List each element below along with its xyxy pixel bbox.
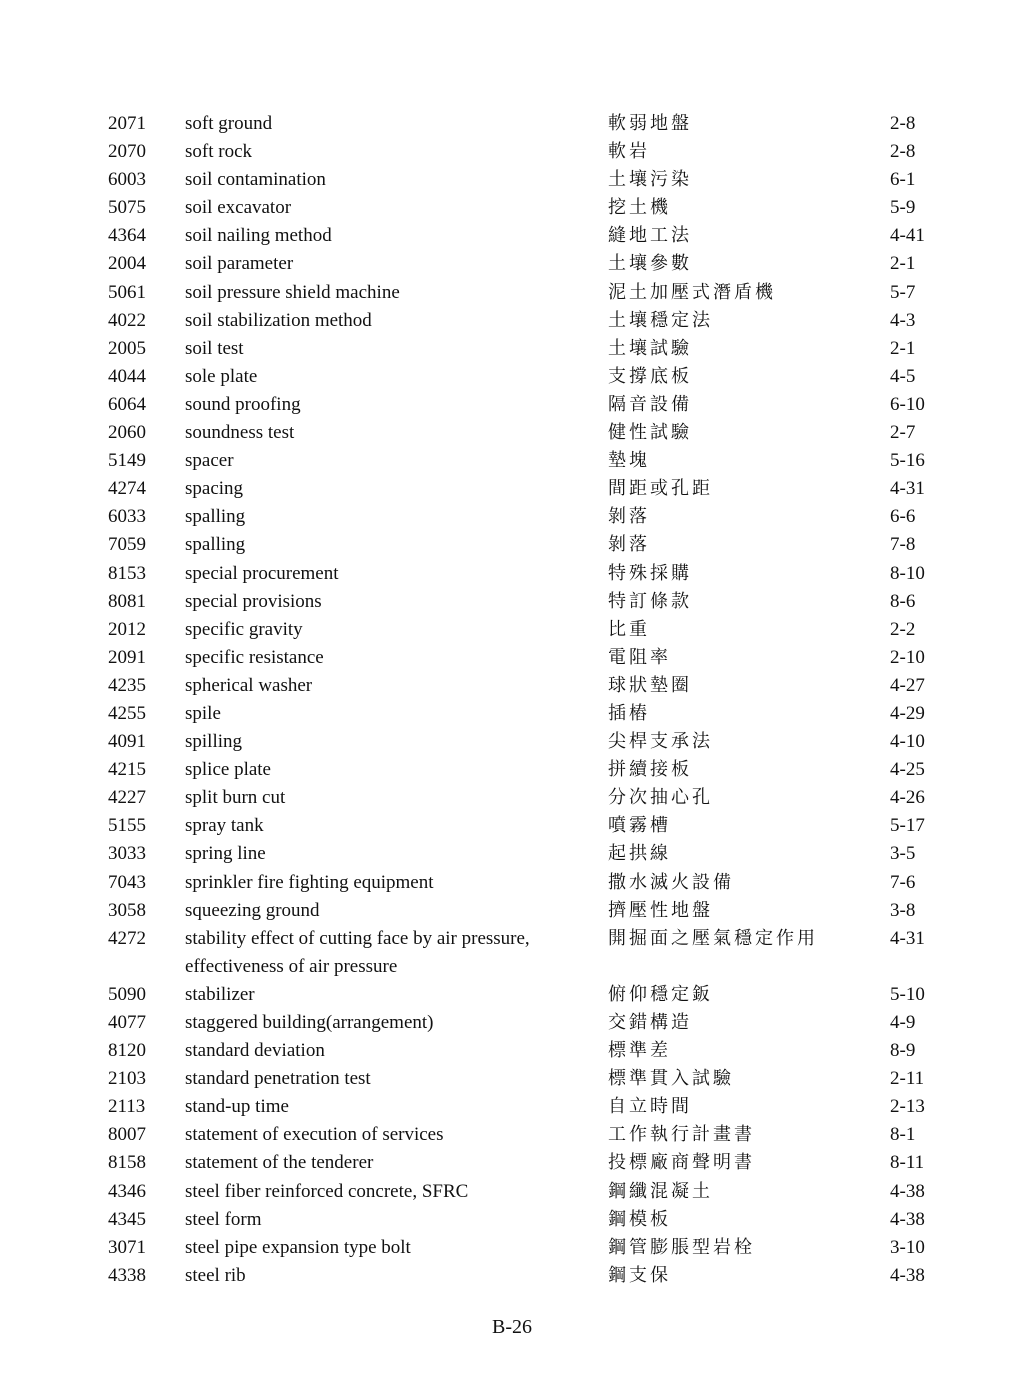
glossary-row: [0, 700, 1024, 728]
entry-term-en: stabilizer: [185, 983, 255, 1005]
entry-page-ref: 4-31: [890, 478, 925, 500]
entry-term-en: soil test: [185, 337, 244, 359]
glossary-row: [0, 391, 1024, 419]
entry-term-en: specific gravity: [185, 618, 303, 640]
glossary-row: [0, 1262, 1024, 1290]
glossary-row: [0, 531, 1024, 559]
glossary-row: [0, 560, 1024, 588]
entry-term-zh: 軟弱地盤: [608, 113, 692, 134]
entry-term-zh: 插樁: [608, 702, 650, 724]
entry-term-en: spring line: [185, 843, 266, 865]
glossary-row: [0, 588, 1024, 616]
glossary-row: [0, 166, 1024, 194]
entry-term-en: stability effect of cutting face by air pressure, effectiveness of air pressure: [185, 927, 530, 977]
entry-term-zh: 撒水滅火設備: [608, 871, 734, 893]
entry-term-zh: 支撐底板: [608, 365, 692, 387]
entry-code: 2103: [108, 1068, 146, 1090]
entry-code: 2004: [108, 253, 146, 275]
entry-page-ref: 8-6: [890, 590, 916, 612]
entry-term-en: statement of execution of services: [185, 1124, 444, 1146]
entry-code: 8081: [108, 590, 146, 612]
entry-page-ref: 4-38: [890, 1180, 925, 1202]
entry-term-zh: 俯仰穩定鈑: [608, 983, 713, 1005]
entry-page-ref: 4-38: [890, 1264, 925, 1286]
entry-code: 6064: [108, 393, 146, 415]
entry-page-ref: 8-9: [890, 1040, 916, 1062]
entry-page-ref: 4-38: [890, 1208, 925, 1230]
entry-page-ref: 8-11: [890, 1152, 925, 1174]
entry-code: 6003: [108, 169, 146, 191]
glossary-row: [0, 250, 1024, 278]
entry-code: 2012: [108, 618, 146, 640]
entry-term-en: sole plate: [185, 365, 258, 387]
entry-code: 4044: [108, 365, 146, 387]
glossary-row: [0, 925, 1024, 981]
glossary-row: [0, 1009, 1024, 1037]
entry-page-ref: 4-41: [890, 225, 925, 247]
entry-term-en: spile: [185, 702, 221, 724]
entry-page-ref: 3-5: [890, 843, 916, 865]
entry-code: 4364: [108, 225, 146, 247]
entry-code: 3071: [108, 1236, 146, 1258]
glossary-row: [0, 869, 1024, 897]
glossary-row: [0, 110, 1024, 138]
glossary-row: [0, 279, 1024, 307]
glossary-row: [0, 222, 1024, 250]
entry-term-zh: 拼續接板: [608, 759, 692, 781]
entry-page-ref: 6-6: [890, 506, 916, 528]
entry-term-zh: 鋼管膨脹型岩栓: [608, 1236, 755, 1258]
entry-term-zh: 鋼模板: [608, 1208, 671, 1230]
entry-term-zh: 特殊採購: [608, 562, 692, 584]
entry-term-zh: 泥土加壓式潛盾機: [608, 281, 776, 303]
entry-code: 2060: [108, 422, 146, 444]
entry-term-zh: 剝落: [608, 534, 650, 556]
entry-term-zh: 開掘面之壓氣穩定作用: [608, 927, 818, 949]
entry-code: 3033: [108, 843, 146, 865]
entry-term-zh: 土壤試驗: [608, 337, 692, 359]
glossary-row: [0, 756, 1024, 784]
entry-code: 2091: [108, 646, 146, 668]
entry-code: 2071: [108, 113, 146, 134]
entry-term-en: soil stabilization method: [185, 309, 372, 331]
entry-term-zh: 擠壓性地盤: [608, 899, 713, 921]
entry-term-en: spray tank: [185, 815, 264, 837]
entry-page-ref: 4-26: [890, 787, 925, 809]
entry-code: 8158: [108, 1152, 146, 1174]
entry-term-zh: 自立時間: [608, 1096, 692, 1118]
entry-term-en: soil excavator: [185, 197, 292, 219]
entry-code: 6033: [108, 506, 146, 528]
entry-term-zh: 標準差: [608, 1040, 671, 1062]
entry-page-ref: 2-10: [890, 646, 925, 668]
entry-code: 4091: [108, 731, 146, 753]
entry-term-zh: 投標廠商聲明書: [608, 1152, 755, 1174]
entry-term-zh: 比重: [608, 618, 650, 640]
entry-term-en: staggered building(arrangement): [185, 1012, 434, 1033]
entry-term-zh: 剝落: [608, 506, 650, 528]
entry-term-zh: 隔音設備: [608, 393, 692, 415]
entry-term-en: spacing: [185, 478, 244, 500]
glossary-row: [0, 307, 1024, 335]
entry-term-en: steel rib: [185, 1264, 246, 1286]
entry-page-ref: 2-1: [890, 337, 916, 359]
entry-page-ref: 2-8: [890, 141, 916, 163]
entry-page-ref: 8-10: [890, 562, 925, 584]
entry-term-en: soundness test: [185, 422, 295, 444]
entry-term-en: soil contamination: [185, 169, 326, 191]
entry-code: 7059: [108, 534, 146, 556]
entry-code: 4338: [108, 1264, 146, 1286]
entry-code: 2070: [108, 141, 146, 163]
glossary-table: [0, 110, 1024, 1290]
glossary-row: [0, 419, 1024, 447]
glossary-row: [0, 363, 1024, 391]
entry-code: 4272: [108, 927, 146, 949]
entry-code: 4227: [108, 787, 146, 809]
entry-term-zh: 土壤穩定法: [608, 309, 713, 331]
entry-term-zh: 軟岩: [608, 141, 650, 163]
entry-term-zh: 標準貫入試驗: [608, 1068, 734, 1090]
glossary-row: [0, 644, 1024, 672]
entry-page-ref: 4-31: [890, 927, 925, 949]
entry-code: 4235: [108, 674, 146, 696]
entry-page-ref: 5-17: [890, 815, 925, 837]
glossary-row: [0, 1149, 1024, 1177]
entry-code: 8007: [108, 1124, 146, 1146]
entry-page-ref: 4-25: [890, 759, 925, 781]
entry-code: 4077: [108, 1012, 146, 1033]
entry-term-zh: 特訂條款: [608, 590, 692, 612]
entry-page-ref: 2-8: [890, 113, 916, 134]
entry-term-zh: 工作執行計畫書: [608, 1124, 755, 1146]
entry-page-ref: 7-6: [890, 871, 916, 893]
glossary-row: [0, 1206, 1024, 1234]
entry-term-en: spilling: [185, 731, 243, 753]
entry-code: 5149: [108, 450, 146, 472]
entry-page-ref: 2-11: [890, 1068, 925, 1090]
glossary-row: [0, 1178, 1024, 1206]
entry-term-en: steel form: [185, 1208, 262, 1230]
entry-term-en: standard deviation: [185, 1040, 325, 1062]
entry-term-zh: 鋼支保: [608, 1264, 671, 1286]
entry-term-zh: 間距或孔距: [608, 478, 713, 500]
entry-code: 4346: [108, 1180, 146, 1202]
entry-page-ref: 2-7: [890, 422, 916, 444]
entry-term-en: spherical washer: [185, 674, 313, 696]
entry-term-en: special provisions: [185, 590, 322, 612]
entry-code: 3058: [108, 899, 146, 921]
entry-term-en: soil nailing method: [185, 225, 332, 247]
entry-page-ref: 4-29: [890, 702, 925, 724]
entry-page-ref: 3-10: [890, 1236, 925, 1258]
entry-term-zh: 土壤污染: [608, 169, 692, 191]
glossary-row: [0, 784, 1024, 812]
glossary-row: [0, 672, 1024, 700]
glossary-row: [0, 138, 1024, 166]
entry-term-zh: 起拱線: [608, 843, 671, 865]
entry-page-ref: 6-10: [890, 393, 925, 415]
glossary-row: [0, 1065, 1024, 1093]
entry-page-ref: 6-1: [890, 169, 916, 191]
entry-term-zh: 土壤參數: [608, 253, 692, 275]
entry-term-en: spalling: [185, 534, 246, 556]
entry-code: 5061: [108, 281, 146, 303]
entry-term-en: soft rock: [185, 141, 253, 163]
glossary-row: [0, 840, 1024, 868]
entry-term-zh: 健性試驗: [608, 422, 692, 444]
entry-code: 2113: [108, 1096, 146, 1118]
entry-term-en: statement of the tenderer: [185, 1152, 374, 1174]
entry-term-zh: 縫地工法: [608, 225, 692, 247]
glossary-row: [0, 194, 1024, 222]
entry-page-ref: 5-16: [890, 450, 925, 472]
entry-page-ref: 2-13: [890, 1096, 925, 1118]
entry-term-zh: 墊塊: [608, 450, 650, 472]
glossary-row: [0, 1121, 1024, 1149]
entry-term-en: spalling: [185, 506, 246, 528]
entry-page-ref: 8-1: [890, 1124, 916, 1146]
entry-code: 4255: [108, 702, 146, 724]
glossary-row: [0, 981, 1024, 1009]
entry-page-ref: 4-10: [890, 731, 925, 753]
glossary-row: [0, 503, 1024, 531]
entry-page-ref: 7-8: [890, 534, 916, 556]
entry-term-zh: 球狀墊圈: [608, 674, 692, 696]
glossary-row: [0, 1037, 1024, 1065]
entry-term-zh: 交錯構造: [608, 1012, 692, 1033]
entry-code: 8120: [108, 1040, 146, 1062]
entry-code: 5090: [108, 983, 146, 1005]
entry-term-en: sprinkler fire fighting equipment: [185, 871, 434, 893]
entry-term-en: steel fiber reinforced concrete, SFRC: [185, 1180, 469, 1202]
entry-term-zh: 鋼纖混凝土: [608, 1180, 713, 1202]
entry-term-en: standard penetration test: [185, 1068, 371, 1090]
glossary-row: [0, 447, 1024, 475]
entry-page-ref: 4-9: [890, 1012, 916, 1033]
entry-code: 2005: [108, 337, 146, 359]
entry-term-zh: 分次抽心孔: [608, 787, 713, 809]
entry-term-en: soil parameter: [185, 253, 294, 275]
entry-term-zh: 噴霧槽: [608, 815, 671, 837]
entry-page-ref: 4-5: [890, 365, 916, 387]
entry-code: 5075: [108, 197, 146, 219]
entry-code: 8153: [108, 562, 146, 584]
entry-page-ref: 4-3: [890, 309, 916, 331]
entry-term-en: steel pipe expansion type bolt: [185, 1236, 411, 1258]
entry-page-ref: 2-2: [890, 618, 916, 640]
glossary-row: [0, 812, 1024, 840]
glossary-row: [0, 616, 1024, 644]
entry-code: 4215: [108, 759, 146, 781]
entry-page-ref: 2-1: [890, 253, 916, 275]
entry-page-ref: 5-7: [890, 281, 916, 303]
entry-code: 7043: [108, 871, 146, 893]
entry-term-en: split burn cut: [185, 787, 286, 809]
entry-page-ref: 5-10: [890, 983, 925, 1005]
entry-code: 5155: [108, 815, 146, 837]
entry-term-zh: 尖桿支承法: [608, 731, 713, 753]
glossary-row: [0, 335, 1024, 363]
glossary-row: [0, 897, 1024, 925]
entry-term-en: special procurement: [185, 562, 339, 584]
glossary-row: [0, 475, 1024, 503]
entry-term-en: squeezing ground: [185, 899, 320, 921]
entry-page-ref: 5-9: [890, 197, 916, 219]
entry-code: 4274: [108, 478, 146, 500]
entry-term-zh: 挖土機: [608, 197, 671, 219]
entry-term-en: soil pressure shield machine: [185, 281, 400, 303]
entry-term-en: soft ground: [185, 113, 273, 134]
entry-code: 4345: [108, 1208, 146, 1230]
glossary-row: [0, 1234, 1024, 1262]
entry-page-ref: 3-8: [890, 899, 916, 921]
entry-term-en: splice plate: [185, 759, 271, 781]
entry-term-en: sound proofing: [185, 393, 301, 415]
entry-term-en: spacer: [185, 450, 234, 472]
entry-term-zh: 電阻率: [608, 646, 671, 668]
glossary-row: [0, 1093, 1024, 1121]
entry-page-ref: 4-27: [890, 674, 925, 696]
entry-term-en: specific resistance: [185, 646, 324, 668]
entry-code: 4022: [108, 309, 146, 331]
glossary-row: [0, 728, 1024, 756]
entry-term-en: stand-up time: [185, 1096, 289, 1118]
page-number: B-26: [492, 1316, 532, 1338]
